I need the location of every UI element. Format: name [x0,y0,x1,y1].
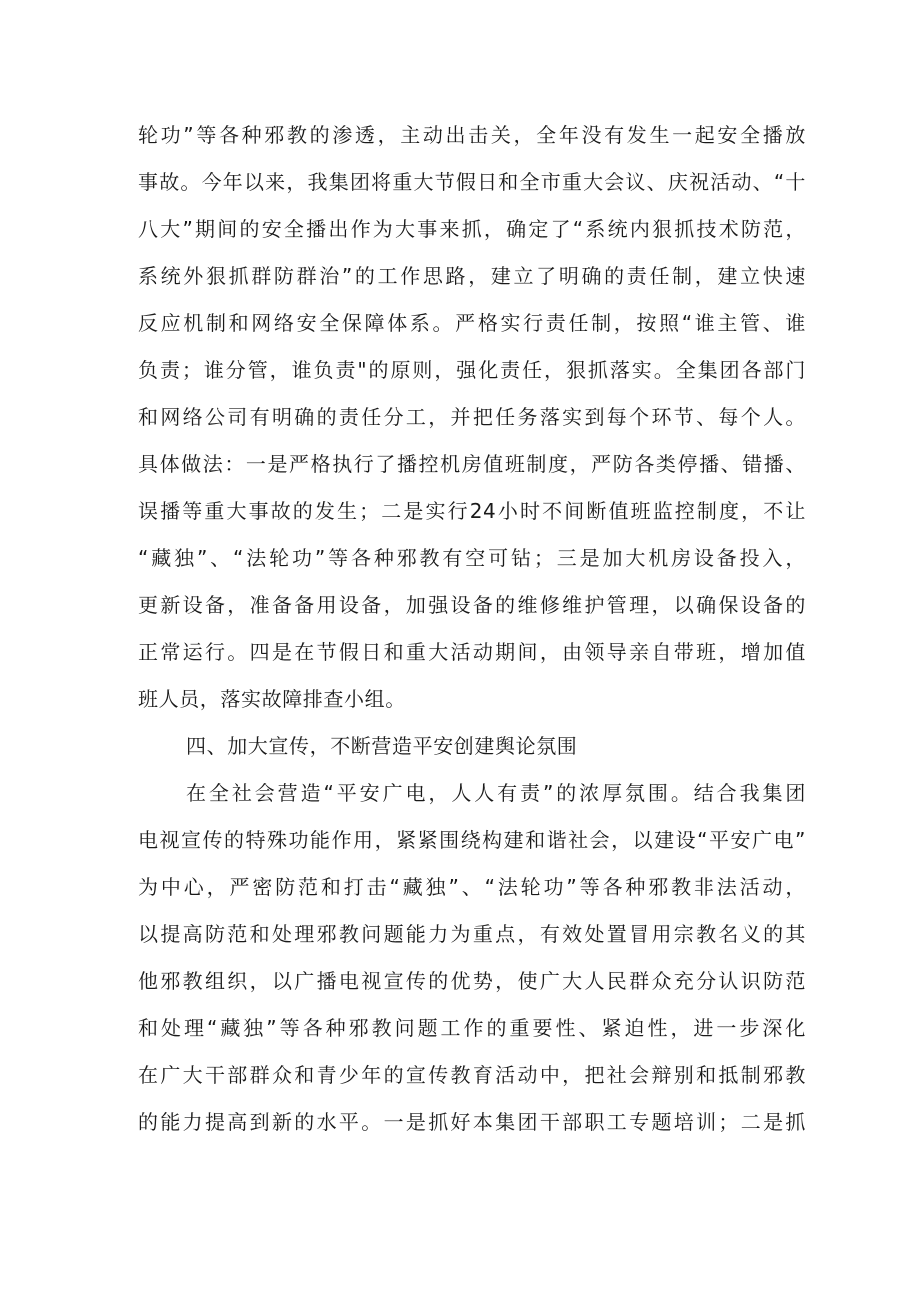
text-line: 正常运行。四是在节假日和重大活动期间，由领导亲自带班，增加值 [138,640,806,664]
text-line: 以提高防范和处理邪教问题能力为重点，有效处置冒用宗教名义的其 [138,922,806,946]
text-line: 在全社会营造“平安广电，人人有责”的浓厚氛围。结合我集团 [186,781,806,805]
text-line: 负责；谁分管，谁负责"的原则，强化责任，狠抓落实。全集团各部门 [138,358,806,382]
text-line: 更新设备，准备备用设备，加强设备的维修维护管理，以确保设备的 [138,593,806,617]
text-line: 事故。今年以来，我集团将重大节假日和全市重大会议、庆祝活动、“十 [138,170,806,194]
text-line: 他邪教组织，以广播电视宣传的优势，使广大人民群众充分认识防范 [138,969,806,993]
text-line: “藏独”、“法轮功”等各种邪教有空可钻；三是加大机房设备投入， [138,546,806,570]
text-line: 在广大干部群众和青少年的宣传教育活动中，把社会辩别和抵制邪教 [138,1063,806,1087]
text-line: 电视宣传的特殊功能作用，紧紧围绕构建和谐社会，以建设“平安广电” [138,828,806,852]
text-line: 误播等重大事故的发生；二是实行24小时不间断值班监控制度，不让 [138,499,806,523]
text-line: 八大”期间的安全播出作为大事来抓，确定了“系统内狠抓技术防范， [138,217,806,241]
document-body [138,112,806,1146]
section-heading: 四、加大宣传，不断营造平安创建舆论氛围 [186,734,578,758]
text-line: 和网络公司有明确的责任分工，并把任务落实到每个环节、每个人。 [138,405,806,429]
text-line: 具体做法：一是严格执行了播控机房值班制度，严防各类停播、错播、 [138,452,806,476]
text-line: 和处理“藏独”等各种邪教问题工作的重要性、紧迫性，进一步深化 [138,1016,806,1040]
text-line: 的能力提高到新的水平。一是抓好本集团干部职工专题培训；二是抓 [138,1110,806,1134]
text-line: 为中心，严密防范和打击“藏独”、“法轮功”等各种邪教非法活动， [138,875,806,899]
text-line: 轮功”等各种邪教的渗透，主动出击关，全年没有发生一起安全播放 [138,123,806,147]
text-line: 系统外狠抓群防群治”的工作思路，建立了明确的责任制，建立快速 [138,264,806,288]
text-line: 反应机制和网络安全保障体系。严格实行责任制，按照“谁主管、谁 [138,311,806,335]
text-line: 班人员，落实故障排查小组。 [138,687,406,711]
